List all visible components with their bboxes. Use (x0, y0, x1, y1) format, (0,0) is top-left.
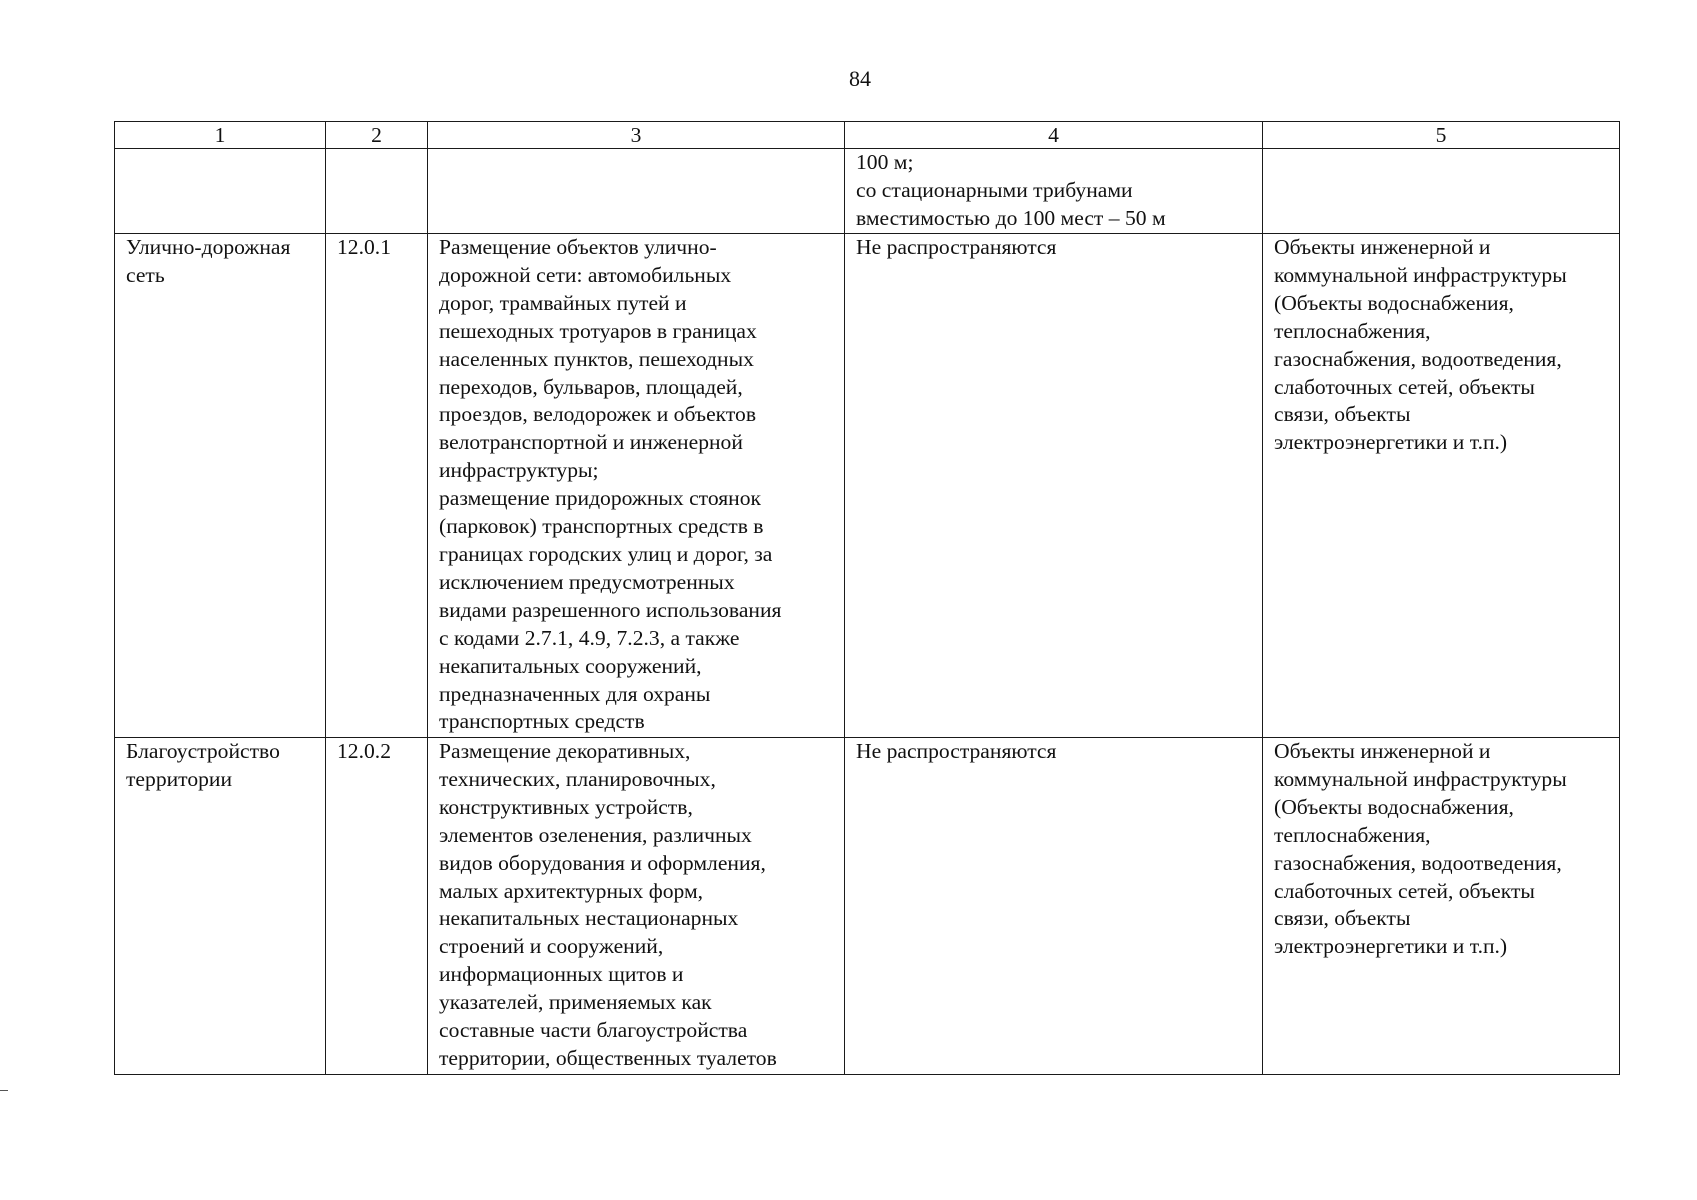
cell-text-line: территории (126, 766, 233, 791)
cell-text-line: видов оборудования и оформления, (439, 850, 766, 875)
cell-text-line: элементов озеленения, различных (439, 822, 752, 847)
table-row-landscaping (115, 738, 1620, 1075)
cell-text-line: исключением предусмотренных (439, 569, 735, 594)
cell-text-line: сеть (126, 262, 165, 287)
cell-text-line: конструктивных устройств, (439, 794, 693, 819)
column-number-row (115, 122, 1620, 149)
cell-text-line: слаботочных сетей, объекты (1274, 878, 1535, 903)
column-header-4: 4 (845, 122, 1263, 149)
cell-text-line: связи, объекты (1274, 402, 1411, 427)
cell-text-line: Не распространяются (856, 739, 1057, 763)
cell-text-line: технических, планировочных, (439, 766, 716, 791)
cell-parameters (845, 149, 1263, 234)
cell-text-line: некапитальных нестационарных (439, 906, 739, 931)
cell-text-line: населенных пунктов, пешеходных (439, 346, 754, 371)
cell-text-line: коммунальной инфраструктуры (1274, 766, 1567, 791)
cell-text-line: Объекты инженерной и (1274, 739, 1491, 763)
column-header-3: 3 (428, 122, 845, 149)
cell-text-line: видами разрешенного использования (439, 597, 782, 622)
cell-text-line: некапитальных сооружений, (439, 653, 702, 678)
cell-text-line: Благоустройство (126, 739, 280, 763)
cell-use-description (428, 149, 845, 234)
cell-text-line: (Объекты водоснабжения, (1274, 290, 1514, 315)
cell-text-line: 100 м; (856, 150, 914, 174)
cell-text-line: газоснабжения, водоотведения, (1274, 346, 1562, 371)
cell-text-line: теплоснабжения, (1274, 318, 1431, 343)
cell-text-line: коммунальной инфраструктуры (1274, 262, 1567, 287)
cell-text-line: территории, общественных туалетов (439, 1045, 777, 1070)
cell-text-line: связи, объекты (1274, 906, 1411, 931)
table-row-street-road-network (115, 234, 1620, 738)
cell-text-line: дорожной сети: автомобильных (439, 262, 732, 287)
cell-text-line: слаботочных сетей, объекты (1274, 374, 1535, 399)
cell-text-line: 12.0.2 (337, 739, 391, 763)
cell-use-description (428, 234, 845, 738)
cell-text-line: проездов, велодорожек и объектов (439, 402, 757, 427)
cell-text-line: указателей, применяемых как (439, 990, 712, 1015)
cell-text-line: со стационарными трибунами (856, 177, 1133, 202)
cell-text-line: инфраструктуры; (439, 458, 599, 483)
zoning-regulations-table (114, 121, 1620, 1075)
cell-text-line: переходов, бульваров, площадей, (439, 374, 743, 399)
cell-text-line: Размещение декоративных, (439, 739, 691, 763)
cell-text-line: 12.0.1 (337, 235, 391, 259)
cell-text-line: строений и сооружений, (439, 934, 664, 959)
cell-text-line: малых архитектурных форм, (439, 878, 704, 903)
cell-use-name (115, 149, 326, 234)
cell-parameters (845, 738, 1263, 1075)
cell-text-line: Объекты инженерной и (1274, 235, 1491, 259)
cell-use-description (428, 738, 845, 1075)
cell-text-line: дорог, трамвайных путей и (439, 290, 687, 315)
cell-use-code (326, 738, 428, 1075)
cell-text-line: электроэнергетики и т.п.) (1274, 430, 1508, 455)
cell-text-line: вместимостью до 100 мест – 50 м (856, 205, 1166, 230)
column-header-1: 1 (115, 122, 326, 149)
cell-text-line: предназначенных для охраны (439, 681, 711, 706)
column-header-2: 2 (326, 122, 428, 149)
column-header-5: 5 (1263, 122, 1620, 149)
cell-text-line: информационных щитов и (439, 962, 684, 987)
cell-text-line: Улично-дорожная (126, 235, 291, 259)
cell-use-name (115, 738, 326, 1075)
cell-text-line: транспортных средств (439, 709, 645, 734)
cell-auxiliary-uses (1263, 234, 1620, 738)
cell-text-line: границах городских улиц и дорог, за (439, 541, 773, 566)
cell-auxiliary-uses (1263, 149, 1620, 234)
cell-text-line: газоснабжения, водоотведения, (1274, 850, 1562, 875)
cell-text-line: Размещение объектов улично- (439, 235, 717, 259)
cell-text-line: (парковок) транспортных средств в (439, 514, 764, 539)
table-row-continuation (115, 149, 1620, 234)
cell-text-line: с кодами 2.7.1, 4.9, 7.2.3, а также (439, 625, 740, 650)
cell-text-line: пешеходных тротуаров в границах (439, 318, 757, 343)
cell-use-name (115, 234, 326, 738)
cell-text-line: теплоснабжения, (1274, 822, 1431, 847)
cell-use-code (326, 149, 428, 234)
cell-text-line: размещение придорожных стоянок (439, 486, 761, 511)
cell-use-code (326, 234, 428, 738)
page-number: 84 (849, 66, 871, 91)
cell-text-line: велотранспортной и инженерной (439, 430, 743, 455)
cell-text-line: составные части благоустройства (439, 1018, 748, 1043)
cell-parameters (845, 234, 1263, 738)
cell-text-line: Не распространяются (856, 235, 1057, 259)
cell-text-line: электроэнергетики и т.п.) (1274, 934, 1508, 959)
scan-margin-mark (0, 1090, 8, 1091)
cell-auxiliary-uses (1263, 738, 1620, 1075)
cell-text-line: (Объекты водоснабжения, (1274, 794, 1514, 819)
